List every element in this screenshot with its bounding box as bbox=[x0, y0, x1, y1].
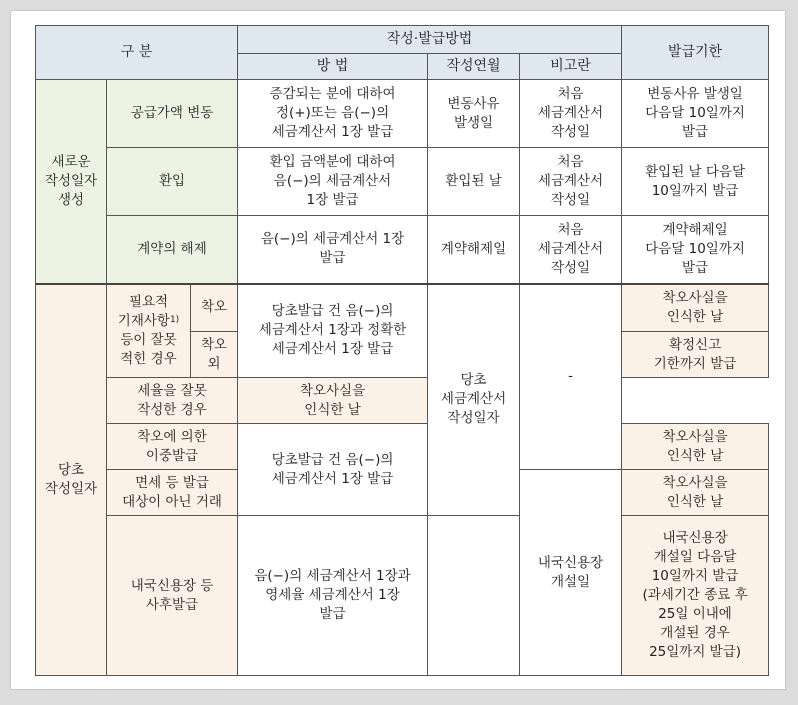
method-cell: 당초발급 건 음(−)의 세금계산서 1장 발급 bbox=[238, 424, 428, 516]
remarks-cell: 처음 세금계산서 작성일 bbox=[520, 216, 622, 284]
deadline-cell: 착오사실을 인식한 날 bbox=[622, 284, 769, 332]
case-non-target-transaction: 면세 등 발급 대상이 아닌 거래 bbox=[107, 470, 238, 516]
table-row bbox=[36, 516, 769, 676]
deadline-cell: 변동사유 발생일 다음달 10일까지 발급 bbox=[622, 80, 769, 148]
date-cell-lc bbox=[428, 516, 520, 676]
date-cell: 환입된 날 bbox=[428, 148, 520, 216]
remarks-dash-cell: - bbox=[520, 284, 622, 470]
tax-invoice-amendment-table bbox=[35, 25, 769, 676]
date-cell: 계약해제일 bbox=[428, 216, 520, 284]
table-row bbox=[36, 424, 769, 470]
remarks-lc-cell: 내국신용장 개설일 bbox=[520, 470, 622, 676]
deadline-cell: 내국신용장 개설일 다음달 10일까지 발급 (과세기간 종료 후 25일 이내에 개설된 경우 25일까지 발급) bbox=[622, 516, 769, 676]
table-row bbox=[36, 216, 769, 284]
required-items-tail: 등이 잘못 적힌 경우 bbox=[120, 331, 177, 367]
method-cell: 증감되는 분에 대하여 정(+)또는 음(−)의 세금계산서 1장 발급 bbox=[238, 80, 428, 148]
header-deadline: 발급기한 bbox=[622, 26, 769, 80]
deadline-cell: 착오사실을 인식한 날 bbox=[622, 424, 769, 470]
group-original-date-label: 당초 작성일자 bbox=[36, 284, 107, 676]
table-row bbox=[36, 148, 769, 216]
method-cell: 당초발급 건 음(−)의 세금계산서 1장과 정확한 세금계산서 1장 발급 bbox=[238, 284, 428, 378]
header-remarks: 비고란 bbox=[520, 54, 622, 80]
method-cell: 음(−)의 세금계산서 1장과 영세율 세금계산서 1장 발급 bbox=[238, 516, 428, 676]
deadline-cell: 확정신고 기한까지 발급 bbox=[622, 332, 769, 378]
case-contract-cancel: 계약의 해제 bbox=[107, 216, 238, 284]
remarks-cell: 처음 세금계산서 작성일 bbox=[520, 80, 622, 148]
header-method-group: 작성·발급방법 bbox=[238, 26, 622, 54]
deadline-cell: 계약해제일 다음달 10일까지 발급 bbox=[622, 216, 769, 284]
date-cell: 당초 세금계산서 작성일자 bbox=[428, 284, 520, 516]
deadline-cell: 착오사실을 인식한 날 bbox=[622, 470, 769, 516]
method-cell: 환입 금액분에 대하여 음(−)의 세금계산서 1장 발급 bbox=[238, 148, 428, 216]
case-supply-value-change: 공급가액 변동 bbox=[107, 80, 238, 148]
remarks-cell: 처음 세금계산서 작성일 bbox=[520, 148, 622, 216]
required-items-text: 필요적 기재사항 bbox=[117, 293, 170, 329]
header-method: 방 법 bbox=[238, 54, 428, 80]
header-category: 구 분 bbox=[36, 26, 238, 80]
table-row bbox=[36, 80, 769, 148]
table-row bbox=[36, 284, 769, 332]
deadline-cell: 착오사실을 인식한 날 bbox=[238, 378, 428, 424]
case-duplicate-issue: 착오에 의한 이중발급 bbox=[107, 424, 238, 470]
case-required-items-wrong bbox=[107, 284, 191, 378]
group-new-date-label: 새로운 작성일자 생성 bbox=[36, 80, 107, 284]
date-cell: 변동사유 발생일 bbox=[428, 80, 520, 148]
case-wrong-tax-rate: 세율을 잘못 작성한 경우 bbox=[107, 378, 238, 424]
case-return: 환입 bbox=[107, 148, 238, 216]
case-local-lc-post-issue: 내국신용장 등 사후발급 bbox=[107, 516, 238, 676]
header-row-1 bbox=[36, 26, 769, 54]
subcase-error: 착오 bbox=[191, 284, 238, 332]
deadline-cell: 환입된 날 다음달 10일까지 발급 bbox=[622, 148, 769, 216]
document-frame bbox=[10, 10, 786, 690]
subcase-non-error: 착오 외 bbox=[191, 332, 238, 378]
header-date: 작성연월 bbox=[428, 54, 520, 80]
method-cell: 음(−)의 세금계산서 1장 발급 bbox=[238, 216, 428, 284]
table-row bbox=[36, 378, 769, 424]
footnote-marker: 1) bbox=[169, 314, 180, 325]
